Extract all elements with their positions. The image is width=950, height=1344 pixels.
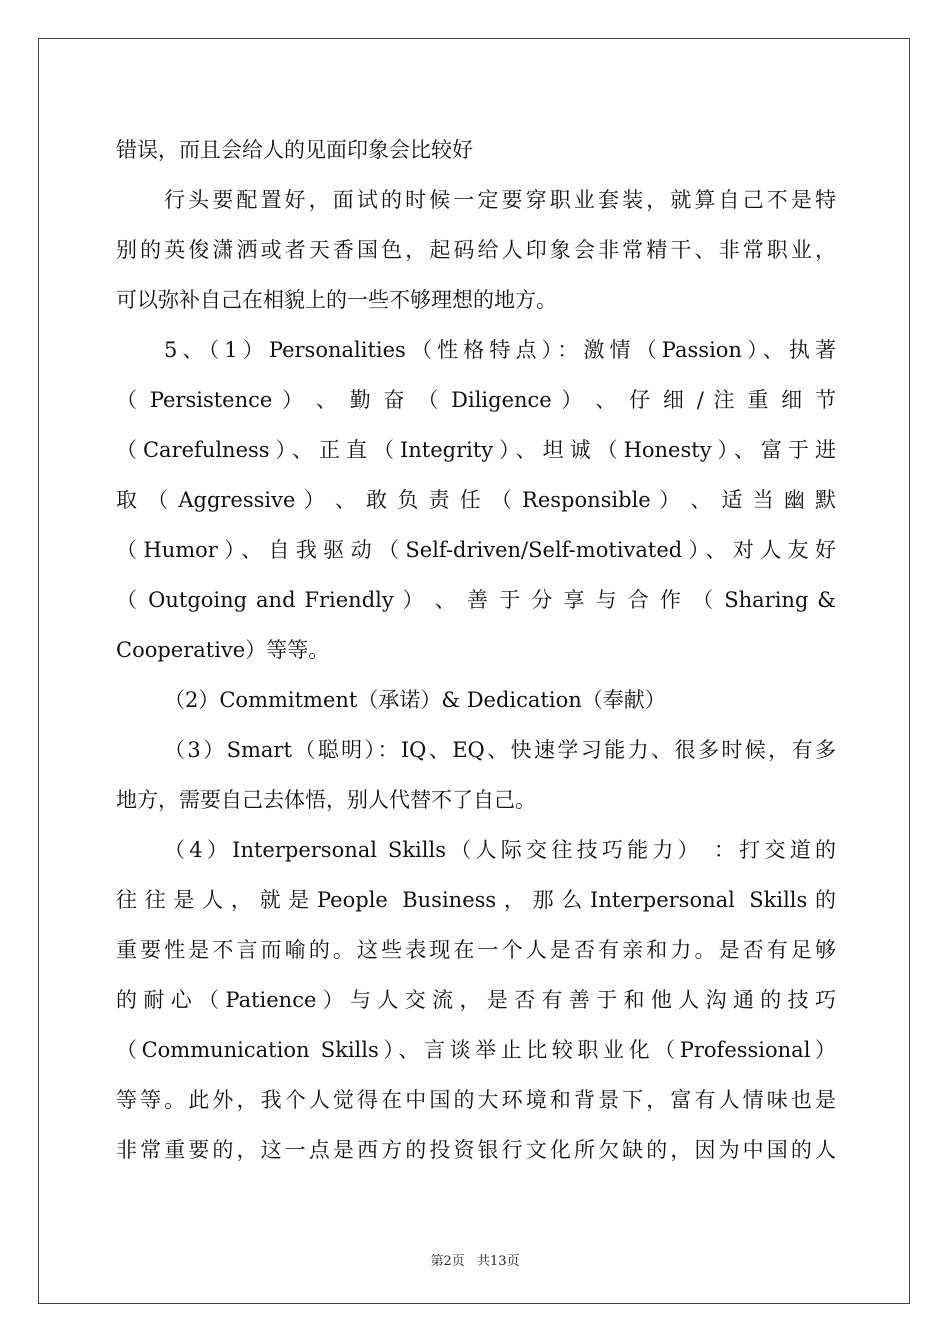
text-line: 往往是人，就是People Business，那么Interpersonal Skills的 xyxy=(116,888,836,912)
text-line: Cooperative）等等。 xyxy=(116,638,330,662)
text-line: 行头要配置好，面试的时候一定要穿职业套装，就算自己不是特 xyxy=(164,188,836,212)
text-line: （2）Commitment（承诺）& Dedication（奉献） xyxy=(164,688,666,712)
document-body xyxy=(116,127,836,1177)
text-line: （Humor）、自我驱动（Self-driven/Self-motivated）、对人友好 xyxy=(116,538,836,562)
text-line: 的耐心（Patience）与人交流，是否有善于和他人沟通的技巧 xyxy=(116,988,836,1012)
text-line: 5、（1）Personalities（性格特点）：激情（Passion）、执著 xyxy=(164,338,836,362)
text-line: 非常重要的，这一点是西方的投资银行文化所欠缺的，因为中国的人 xyxy=(116,1138,836,1162)
text-line: （ Outgoing and Friendly ） 、 善 于 分 享 与 合 作 （ Sharing & xyxy=(116,588,836,612)
text-line: 重要性是不言而喻的。这些表现在一个人是否有亲和力。是否有足够 xyxy=(116,938,836,962)
text-line: （3）Smart（聪明）：IQ、EQ、快速学习能力、很多时候，有多 xyxy=(164,738,836,762)
text-line: 等等。此外，我个人觉得在中国的大环境和背景下，富有人情味也是 xyxy=(116,1088,836,1112)
text-line: （4）Interpersonal Skills（人际交往技巧能力） ：打交道的 xyxy=(164,838,836,862)
page-number: 第2页 xyxy=(430,1254,465,1269)
page-footer xyxy=(0,1250,950,1269)
text-line: 错误，而且会给人的见面印象会比较好 xyxy=(116,138,473,162)
page-total: 共13页 xyxy=(476,1254,520,1269)
text-line: 别的英俊潇洒或者天香国色，起码给人印象会非常精干、非常职业， xyxy=(116,238,836,262)
text-line: 取 （ Aggressive ） 、 敢 负 责 任 （ Responsible ） 、 适 当 幽 默 xyxy=(116,488,836,512)
text-line: （Communication Skills）、言谈举止比较职业化（Professional） xyxy=(116,1038,836,1062)
text-line: （Carefulness）、正直（Integrity）、坦诚（Honesty）、富于进 xyxy=(116,438,836,462)
text-line: （ Persistence ） 、 勤 奋 （ Diligence ） 、 仔 细 / 注 重 细 节 xyxy=(116,388,836,412)
text-line: 地方，需要自己去体悟，别人代替不了自己。 xyxy=(116,788,536,812)
text-line: 可以弥补自己在相貌上的一些不够理想的地方。 xyxy=(116,288,557,312)
